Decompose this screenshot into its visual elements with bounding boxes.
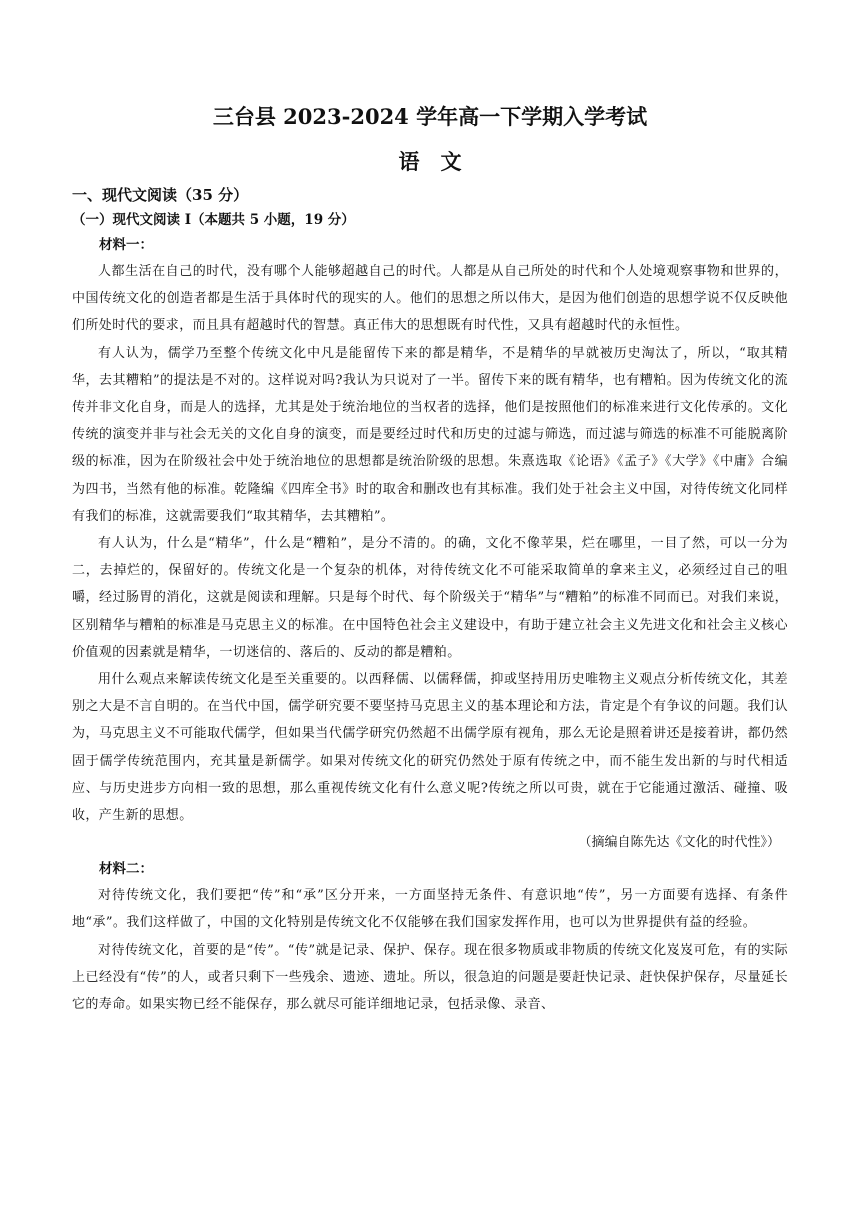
material-one-source: （摘编自陈先达《文化的时代性》） xyxy=(578,835,780,851)
exam-page xyxy=(72,100,788,1018)
material-one-label: 材料一： xyxy=(99,237,153,253)
material-one-paragraph: 有人认为，什么是“精华”，什么是“糟粕”，是分不清的。的确，文化不像苹果，烂在哪里，一目了然，可以一分为二，去掉烂的，保留好的。传统文化是一个复杂的机体，对待传统文化不可能采取简单的拿来主义，必须经过自己的咀嚼，经过肠胃的消化，这就是阅读和理解。只是每个时代、每个阶级关于“精华”与“糟粕”的标准不同而已。对我们来说，区别精华与糟粕的标准是马克思主义的标准。在中国特色社会主义建设中，有助于建立社会主义先进文化和社会主义核心价值观的因素就是精华，一切迷信的、落后的、反动的都是糟粕。 xyxy=(72,536,788,660)
material-two-label: 材料二： xyxy=(99,861,153,878)
subsection-heading: （一）现代文阅读 I（本题共 5 小题，19 分） xyxy=(72,212,355,228)
material-one-paragraph: 人都生活在自己的时代，没有哪个人能够超越自己的时代。人都是从自己所处的时代和个人处境观察事物和世界的，中国传统文化的创造者都是生活于具体时代的现实的人。他们的思想之所以伟大，是因为他们创造的思想学说不仅反映他们所处时代的要求，而且具有超越时代的智慧。真正伟大的思想既有时代性，又具有超越时代的永恒性。 xyxy=(72,264,788,334)
section-heading: 一、现代文阅读（35 分） xyxy=(72,186,249,204)
material-two-paragraph: 对待传统文化，首要的是“传”。“传”就是记录、保护、保存。现在很多物质或非物质的传统文化岌岌可危，有的实际上已经没有“传”的人，或者只剩下一些残余、遗迹、遗址。所以，很急迫的问题是要赶快记录、赶快保护保存，尽量延长它的寿命。如果实物已经不能保存，那么就尽可能详细地记录，包括录像、录音、 xyxy=(72,942,788,1013)
subject-title: 语 文 xyxy=(398,149,462,174)
material-one-paragraph: 用什么观点来解读传统文化是至关重要的。以西释儒、以儒释儒，抑或坚持用历史唯物主义观点分析传统文化，其差别之大是不言自明的。在当代中国，儒学研究要不要坚持马克思主义的基本理论和方法，肯定是个有争议的问题。我们认为，马克思主义不可能取代儒学，但如果当代儒学研究仍然超不出儒学原有视角，那么无论是照着讲还是接着讲，都仍然固于儒学传统范围内，充其量是新儒学。如果对传统文化的研究仍然处于原有传统之中，而不能生发出新的与时代相适应、与历史进步方向相一致的思想，那么重视传统文化有什么意义呢?传统之所以可贵，就在于它能通过激活、碰撞、吸收，产生新的思想。 xyxy=(72,672,788,824)
material-one-paragraph: 有人认为，儒学乃至整个传统文化中凡是能留传下来的都是精华，不是精华的早就被历史淘汰了，所以，“取其精华，去其糟粕”的提法是不对的。这样说对吗?我认为只说对了一半。留传下来的既有精华，也有糟粕。因为传统文化的流传并非文化自身，而是人的选择，尤其是处于统治地位的当权者的选择，他们是按照他们的标准来进行文化传承的。文化传统的演变并非与社会无关的文化自身的演变，而是要经过时代和历史的过滤与筛选，而过滤与筛选的标准不可能脱离阶级的标准，因为在阶级社会中处于统治地位的思想都是统治阶级的思想。朱熹选取《论语》《孟子》《大学》《中庸》合编为四书，当然有他的标准。乾隆编《四库全书》时的取舍和删改也有其标准。我们处于社会主义中国，对待传统文化同样有我们的标准，这就需要我们“取其精华，去其糟粕”。 xyxy=(72,345,788,524)
exam-title: 三台县 2023-2024 学年高一下学期入学考试 xyxy=(212,104,648,129)
material-two-paragraph: 对待传统文化，我们要把“传”和“承”区分开来，一方面坚持无条件、有意识地“传”，另一方面要有选择、有条件地“承”。我们这样做了，中国的文化特别是传统文化不仅能够在我们国家发挥作用，也可以为世界提供有益的经验。 xyxy=(72,888,788,931)
